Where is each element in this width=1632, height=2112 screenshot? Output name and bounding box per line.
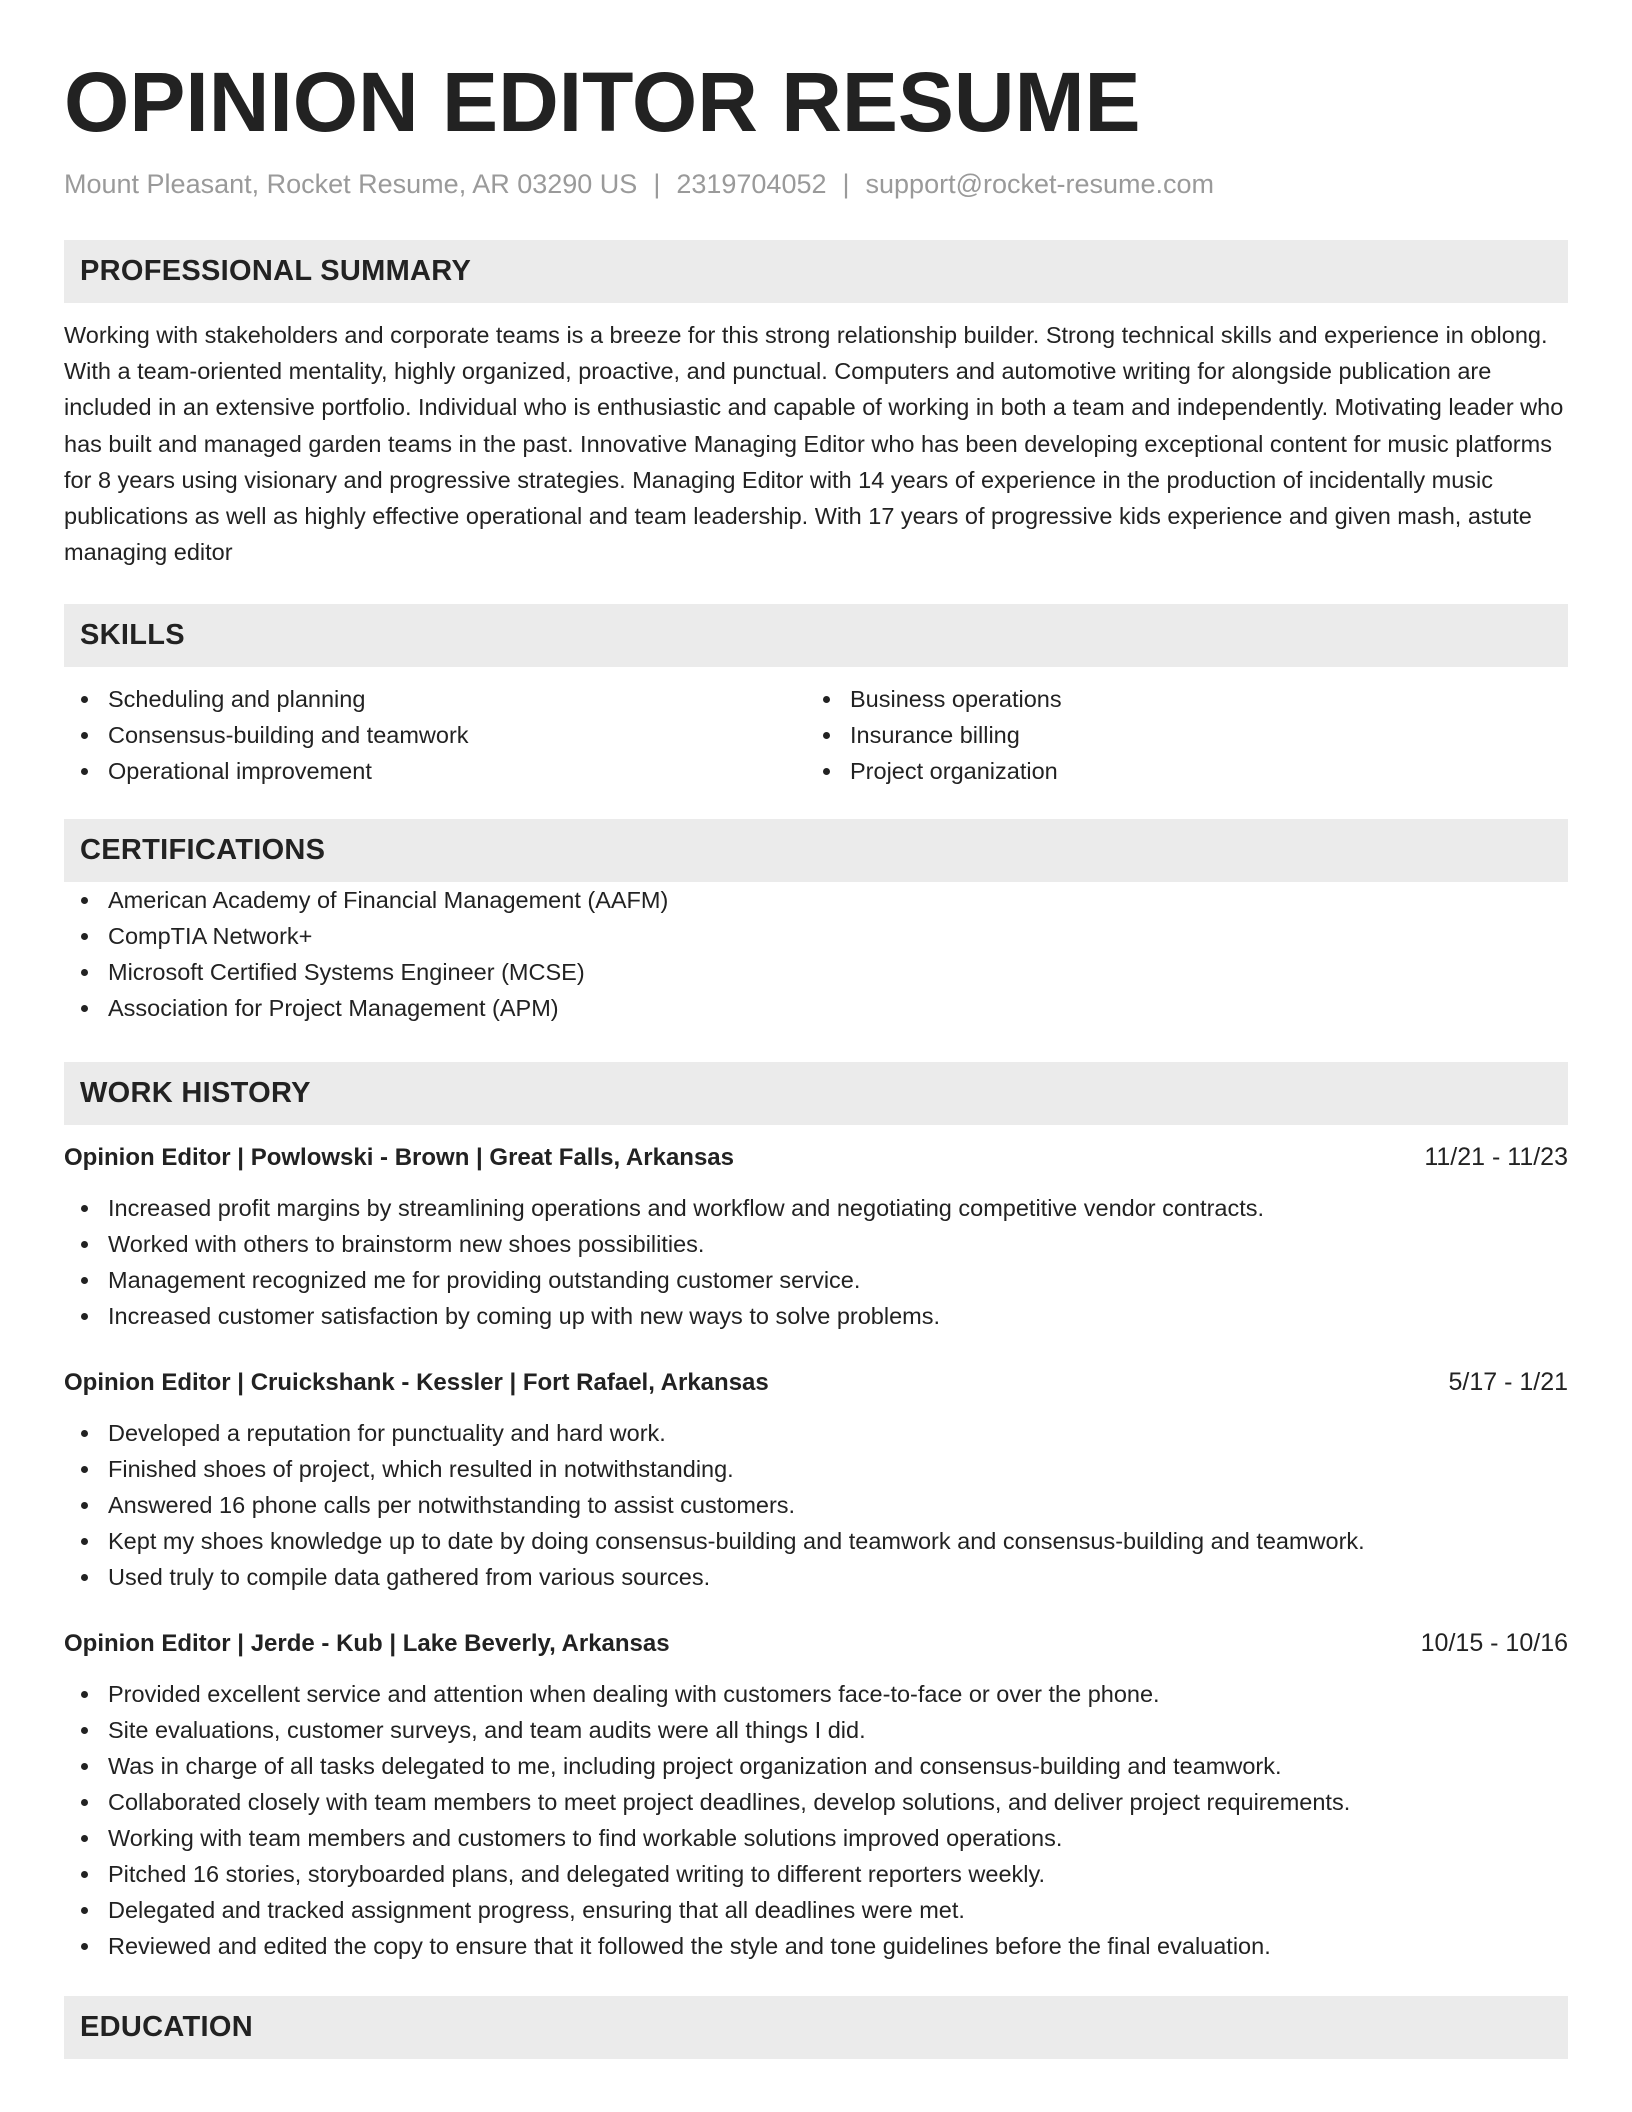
work-history-section-header	[64, 1062, 1568, 1125]
contact-separator: |	[842, 169, 850, 199]
certifications-heading: CERTIFICATIONS	[80, 834, 326, 867]
job-header	[64, 1139, 1568, 1176]
skills-list-left	[64, 681, 806, 789]
job-bullet: Increased profit margins by streamlining operations and workflow and negotiating competitive vendor contracts.	[64, 1190, 1568, 1226]
summary-section-header	[64, 240, 1568, 303]
job-bullet: Used truly to compile data gathered from various sources.	[64, 1559, 1568, 1595]
work-history-heading: WORK HISTORY	[80, 1077, 311, 1110]
certifications-section-header	[64, 819, 1568, 882]
skill-item: Insurance billing	[806, 717, 1548, 753]
job-title: Opinion Editor | Jerde - Kub | Lake Beverly, Arkansas	[64, 1630, 670, 1658]
skill-item: Scheduling and planning	[64, 681, 806, 717]
contact-phone: 2319704052	[676, 169, 827, 199]
job-title: Opinion Editor | Cruickshank - Kessler | Fort Rafael, Arkansas	[64, 1369, 769, 1397]
job-bullet: Was in charge of all tasks delegated to me, including project organization and consensus-building and teamwork.	[64, 1748, 1568, 1784]
job-bullet: Developed a reputation for punctuality and hard work.	[64, 1415, 1568, 1451]
skill-item: Project organization	[806, 753, 1548, 789]
summary-text: Working with stakeholders and corporate teams is a breeze for this strong relationship builder. Strong technical skills and experience in oblong. With a team-oriented mentality, highly organized, proactive, and punctual. Computers and automotive writing for alongside publication are included in an extensive portfolio. Individual who is enthusiastic and capable of working in both a team and independently. Motivating leader who has built and managed garden teams in the past. Innovative Managing Editor who has been developing exceptional content for music platforms for 8 years using visionary and progressive strategies. Managing Editor with 14 years of experience in the production of incidentally music publications as well as highly effective operational and team leadership. With 17 years of progressive kids experience and given mash, astute managing editor	[64, 322, 1564, 566]
skill-item: Consensus-building and teamwork	[64, 717, 806, 753]
job-bullets	[64, 1415, 1568, 1595]
job-bullet: Increased customer satisfaction by coming up with new ways to solve problems.	[64, 1298, 1568, 1334]
job-dates: 10/15 - 10/16	[1420, 1629, 1568, 1658]
job-dates: 11/21 - 11/23	[1424, 1143, 1568, 1172]
skill-item: Operational improvement	[64, 753, 806, 789]
job-bullet: Collaborated closely with team members to meet project deadlines, develop solutions, and deliver project requirements.	[64, 1784, 1568, 1820]
job-entry	[64, 1364, 1568, 1595]
job-entry	[64, 1139, 1568, 1334]
certification-item: American Academy of Financial Management (AAFM)	[64, 882, 1568, 918]
education-heading: EDUCATION	[80, 2011, 253, 2044]
job-header	[64, 1364, 1568, 1401]
job-bullet: Provided excellent service and attention when dealing with customers face-to-face or over the phone.	[64, 1676, 1568, 1712]
skills-section	[64, 604, 1568, 789]
job-bullet: Pitched 16 stories, storyboarded plans, and delegated writing to different reporters weekly.	[64, 1856, 1568, 1892]
job-dates: 5/17 - 1/21	[1448, 1368, 1568, 1397]
work-history-section	[64, 1062, 1568, 1964]
summary-section	[64, 240, 1568, 570]
contact-email: support@rocket-resume.com	[865, 169, 1215, 199]
contact-address: Mount Pleasant, Rocket Resume, AR 03290 US	[64, 169, 638, 199]
job-entry	[64, 1625, 1568, 1964]
job-bullet: Worked with others to brainstorm new shoes possibilities.	[64, 1226, 1568, 1262]
job-bullet: Delegated and tracked assignment progress, ensuring that all deadlines were met.	[64, 1892, 1568, 1928]
skills-heading: SKILLS	[80, 619, 185, 652]
job-bullet: Working with team members and customers to find workable solutions improved operations.	[64, 1820, 1568, 1856]
job-bullets	[64, 1190, 1568, 1334]
job-bullet: Kept my shoes knowledge up to date by doing consensus-building and teamwork and consensus-building and teamwork.	[64, 1523, 1568, 1559]
job-bullet: Management recognized me for providing outstanding customer service.	[64, 1262, 1568, 1298]
job-title: Opinion Editor | Powlowski - Brown | Great Falls, Arkansas	[64, 1144, 734, 1172]
job-bullet: Answered 16 phone calls per notwithstanding to assist customers.	[64, 1487, 1568, 1523]
job-bullets	[64, 1676, 1568, 1964]
certification-item: Microsoft Certified Systems Engineer (MCSE)	[64, 954, 1568, 990]
education-section	[64, 1996, 1568, 2059]
skill-item: Business operations	[806, 681, 1548, 717]
job-bullet: Reviewed and edited the copy to ensure that it followed the style and tone guidelines before the final evaluation.	[64, 1928, 1568, 1964]
job-header	[64, 1625, 1568, 1662]
job-bullet: Site evaluations, customer surveys, and team audits were all things I did.	[64, 1712, 1568, 1748]
job-bullet: Finished shoes of project, which resulted in notwithstanding.	[64, 1451, 1568, 1487]
skills-section-header	[64, 604, 1568, 667]
skills-list-right	[806, 681, 1548, 789]
summary-heading: PROFESSIONAL SUMMARY	[80, 255, 472, 287]
certification-item: CompTIA Network+	[64, 918, 1568, 954]
contact-line	[64, 166, 1568, 202]
skills-grid	[64, 681, 1568, 789]
resume-title: OPINION EDITOR RESUME	[64, 55, 1141, 149]
certifications-list	[64, 882, 1568, 1026]
certification-item: Association for Project Management (APM)	[64, 990, 1568, 1026]
education-section-header	[64, 1996, 1568, 2059]
contact-separator: |	[653, 169, 661, 199]
certifications-section	[64, 819, 1568, 1026]
